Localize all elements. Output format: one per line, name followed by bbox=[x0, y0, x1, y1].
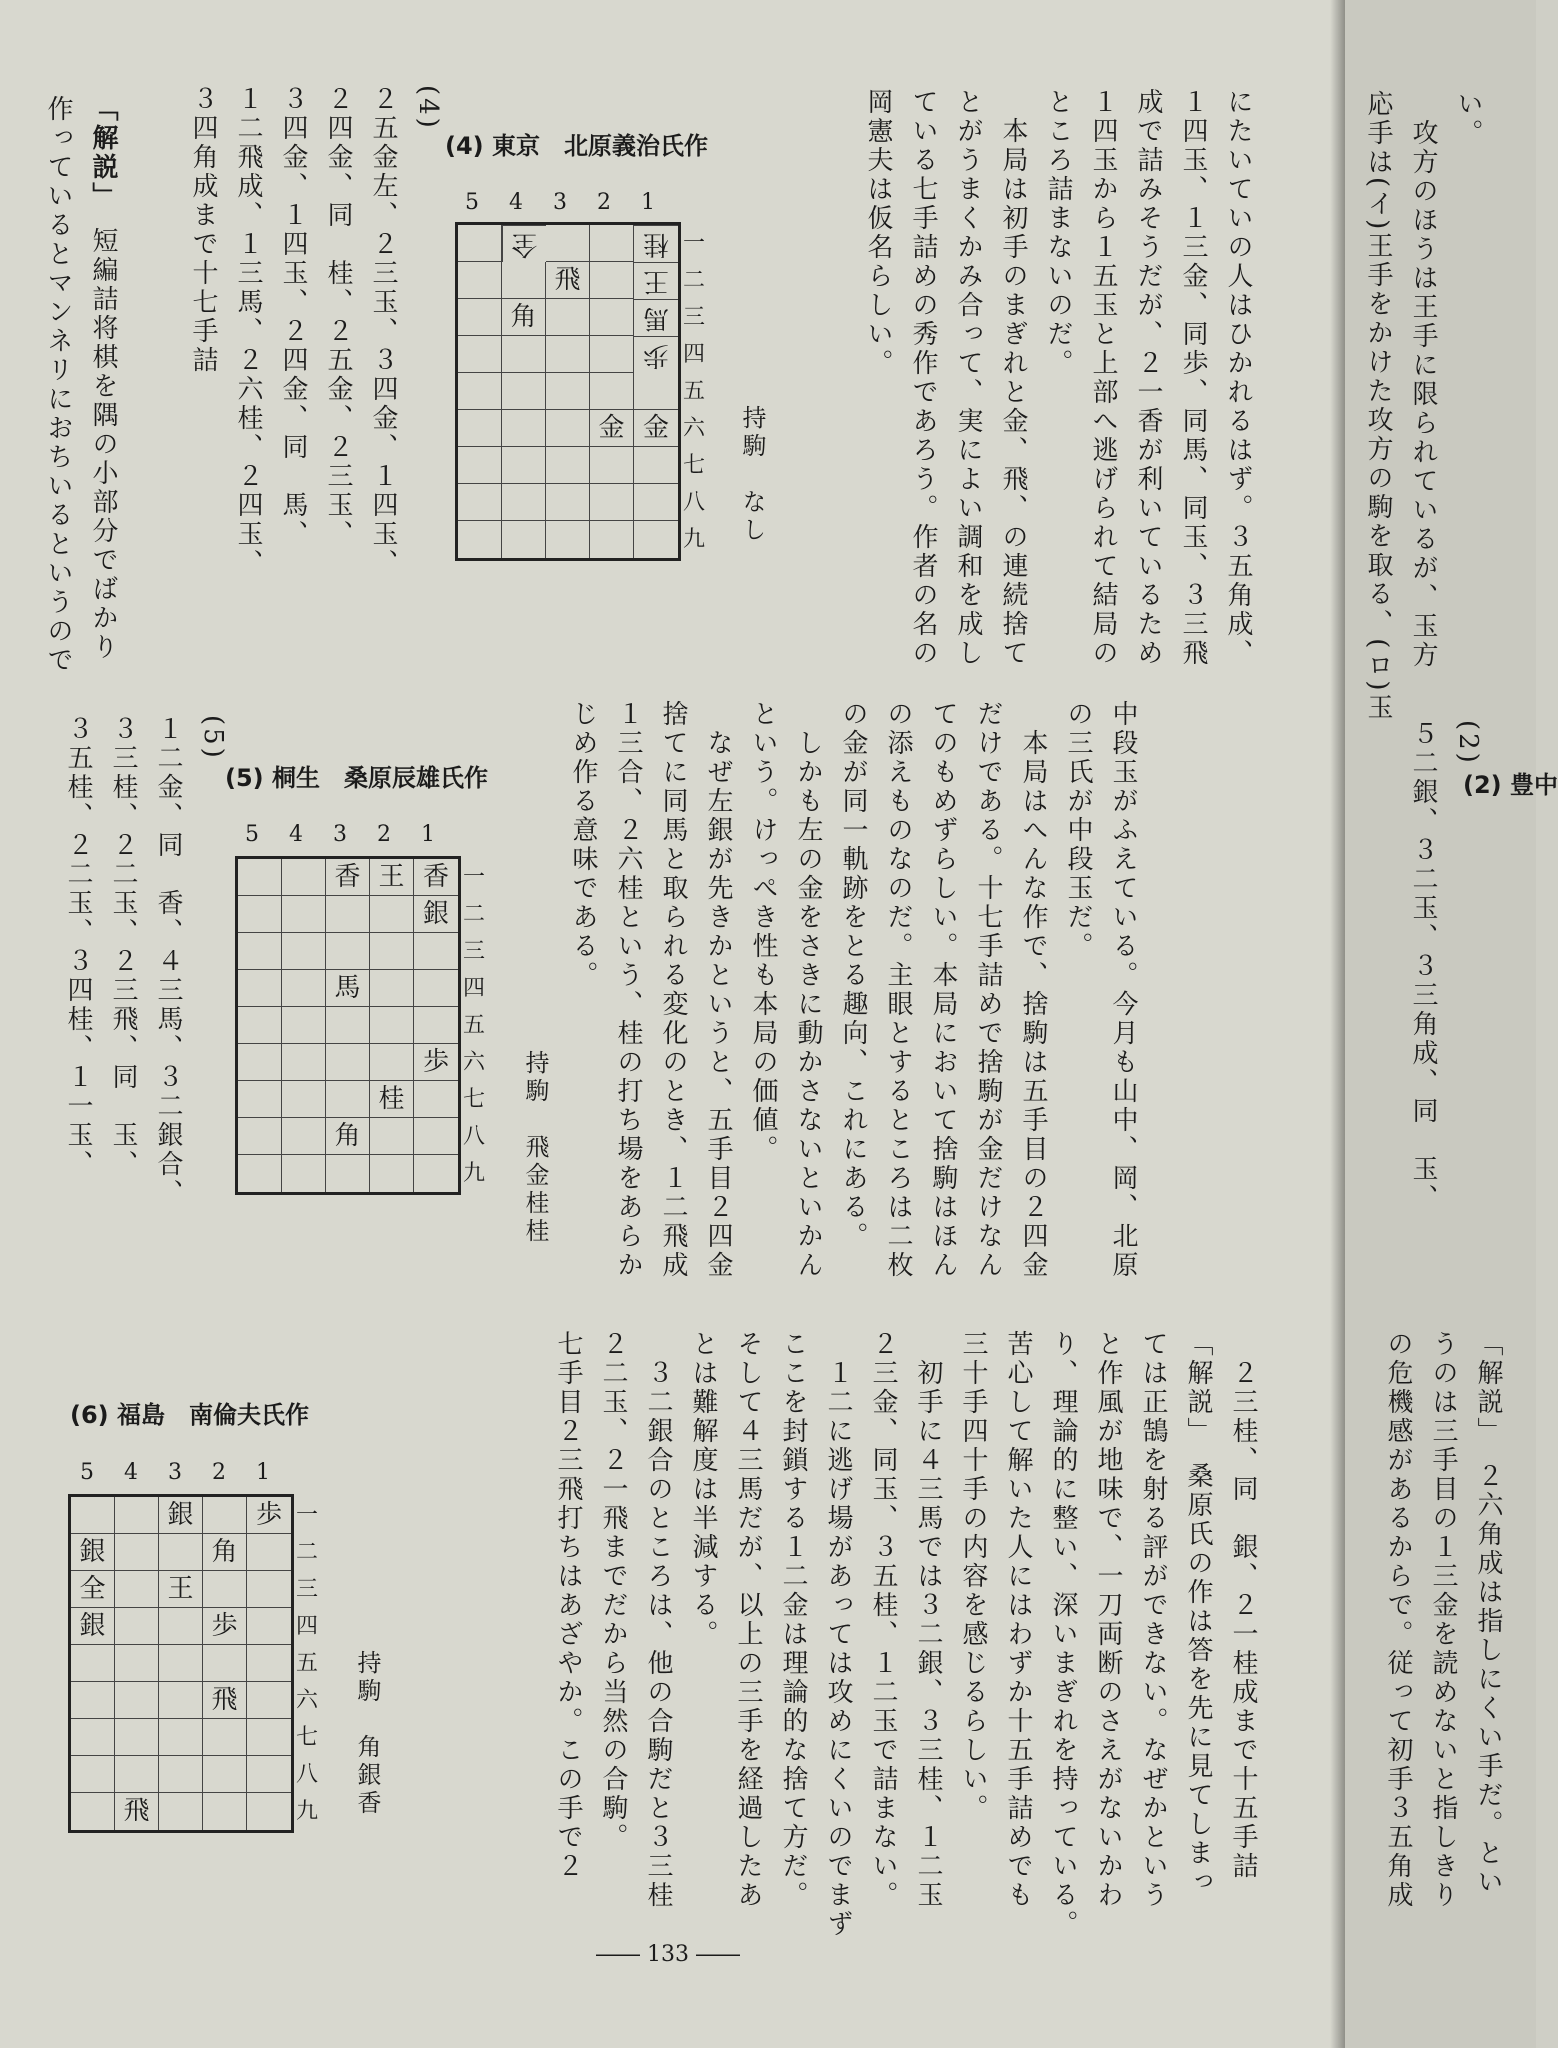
board-5-cell bbox=[282, 896, 326, 933]
board-5-cell bbox=[282, 1007, 326, 1044]
solution-5: (5) １二金、同 香、４三馬、３二銀合、 ３三桂、２二玉、２三飛、同 玉、 ３五桂、２二玉、３四桂、１一玉、 bbox=[63, 715, 228, 1208]
board-5-cell bbox=[282, 1118, 326, 1155]
board-4-cell: 金 bbox=[590, 410, 634, 447]
board-4-cell: 桂 bbox=[634, 225, 678, 262]
board-5-cell bbox=[238, 970, 282, 1007]
board-5-cell: 王 bbox=[370, 859, 414, 896]
rank-number: 八 bbox=[463, 1124, 486, 1149]
board-5-cell bbox=[238, 1118, 282, 1155]
board-4-cell bbox=[590, 521, 634, 558]
text-column-a: にたいていの人はひかれるはず。３五角成、 １四玉、１三金、同歩、同馬、同玉、３三飛 成で詰みそうだが、２一香が利いているため １四玉から１五玉と上部へ逃げられて結局の ところ詰まないのだ。 本局は初手のまぎれと金、飛、の連続捨て とがうまくかみ合って、実によい調和を成し ている七手詰めの秀作であろう。作者の名の 岡憲夫は仮名らしい。 bbox=[863, 88, 1253, 668]
board-6-cell bbox=[71, 1793, 115, 1830]
hand-pieces-6: 角銀香 bbox=[353, 1734, 381, 1818]
board-6-cell bbox=[203, 1497, 247, 1534]
rank-number: 一 bbox=[463, 865, 486, 890]
rank-number: 九 bbox=[683, 527, 706, 552]
text-column-c: ２三桂、同 銀、２一桂成まで十五手詰 「解説」 桑原氏の作は答を先に見てしまっ ては正鵠を射る評ができない。なぜかという と作風が地味で、一刀両断のさえがないかわ り、理論的に整い、深いまぎれを持っている。 苦心して解いた人にはわずか十五手詰めでも 三十手四十手の内容を感じるらしい。 初手に４三馬では３二銀、３三桂、１二玉 ２三金、同玉、３五桂、１二玉で詰まない。 １二に逃げ場があっては攻めにくいのでまず ここを封鎖する１二金は理論的な捨て方だ。 そして４三馬だが、以上の三手を経過したあ とは難解度は半減する。 ３二銀合のところは、他の合駒だと３三桂 ２二玉、２一飛までだから当然の合駒。 七手目２三飛打ちはあざやか。この手で２ bbox=[553, 1330, 1258, 1939]
board-6-cell: 全 bbox=[71, 1571, 115, 1608]
rank-number: 九 bbox=[463, 1161, 486, 1186]
board-6-cell bbox=[115, 1756, 159, 1793]
board-4-cell bbox=[590, 336, 634, 373]
board-4-cell bbox=[590, 484, 634, 521]
rank-number: 五 bbox=[683, 379, 706, 404]
board-6-cell bbox=[159, 1608, 203, 1645]
board-6-cell: 角 bbox=[203, 1534, 247, 1571]
board-5-cell bbox=[238, 1081, 282, 1118]
board-4-file-numbers: 5 4 3 2 1 bbox=[465, 190, 655, 215]
book-page-right-partial bbox=[1345, 0, 1558, 2048]
board-5-cell bbox=[238, 896, 282, 933]
board-5-cell bbox=[282, 1081, 326, 1118]
board-5-cell: 香 bbox=[414, 859, 458, 896]
board-5-cell: 歩 bbox=[414, 1044, 458, 1081]
board-4-cell bbox=[546, 410, 590, 447]
board-6-cell bbox=[115, 1608, 159, 1645]
board-4-cell bbox=[502, 410, 546, 447]
board-6-cell bbox=[159, 1534, 203, 1571]
board-4-cell bbox=[546, 447, 590, 484]
board-5-cell bbox=[414, 970, 458, 1007]
rank-number: 二 bbox=[683, 268, 706, 293]
rank-number: 一 bbox=[683, 231, 706, 256]
kaisetsu-label: 「解説」 bbox=[88, 95, 118, 198]
board-4-cell bbox=[502, 373, 546, 410]
board-4-cell: 飛 bbox=[546, 262, 590, 299]
board-6-cell bbox=[247, 1645, 291, 1682]
board-5-cell bbox=[414, 1081, 458, 1118]
board-4-cell bbox=[458, 262, 502, 299]
board-5-file-numbers: 5 4 3 2 1 bbox=[245, 822, 435, 847]
board-4-cell: 馬 bbox=[634, 299, 678, 336]
rank-number: 七 bbox=[683, 453, 706, 478]
board-6-cell bbox=[203, 1645, 247, 1682]
right-page-problem-title-2: (2) 豊中 bbox=[1463, 771, 1558, 799]
hand-5: 持駒 飛金桂桂 bbox=[521, 1050, 549, 1246]
board-6-cell bbox=[203, 1793, 247, 1830]
board-4-cell bbox=[546, 299, 590, 336]
board-6-cell: 歩 bbox=[203, 1608, 247, 1645]
problem-title-4: (4) 東京 北原義治氏作 bbox=[445, 132, 708, 160]
board-4-cell bbox=[502, 484, 546, 521]
board-5-cell bbox=[282, 933, 326, 970]
board-4-cell bbox=[458, 373, 502, 410]
board-4-cell bbox=[546, 484, 590, 521]
board-5-cell bbox=[238, 859, 282, 896]
rank-number: 五 bbox=[296, 1651, 319, 1676]
board-5-cell bbox=[326, 896, 370, 933]
board-4-cell bbox=[634, 373, 678, 410]
rank-number: 四 bbox=[296, 1614, 319, 1639]
board-6-file-numbers: 5 4 3 2 1 bbox=[80, 1460, 270, 1485]
board-5-cell bbox=[414, 933, 458, 970]
board-4-rank-numbers bbox=[683, 225, 705, 558]
rank-number: 六 bbox=[296, 1688, 319, 1713]
board-4-cell bbox=[546, 336, 590, 373]
board-4-cell bbox=[590, 447, 634, 484]
board-4-cell bbox=[502, 336, 546, 373]
board-4-cell: 金 bbox=[634, 410, 678, 447]
board-5-cell bbox=[326, 1044, 370, 1081]
rank-number: 六 bbox=[683, 416, 706, 441]
text-column-b: 中段玉がふえている。今月も山中、岡、北原 の三氏が中段玉だ。 本局はへんな作で、捨駒は五手目の２四金 だけである。十七手詰めで捨駒が金だけなん てのもめずらしい。本局において捨駒はほん の添えものなのだ。主眼とするところは二枚 の金が同一軌跡をとる趣向、これにある。 しかも左の金をさきに動かさないといかん という。けっぺき性も本局の価値。 なぜ左銀が先きかというと、五手目２四金 捨てに同馬と取られる変化のとき、１二飛成 １三合、２六桂という、桂の打ち場をあらか じめ作る意味である。 bbox=[568, 700, 1138, 1280]
board-4-cell: 王 bbox=[634, 262, 678, 299]
board-6-cell bbox=[203, 1756, 247, 1793]
right-page-kaisetsu: 「解説」 ２六角成は指しにくい手だ。とい うのは三手目の１三金を読めないと指しきり の危機感があるからで。従って初手３五角成 bbox=[1383, 1330, 1503, 1910]
board-5-cell bbox=[238, 1007, 282, 1044]
board-4-cell: 角 bbox=[502, 299, 546, 336]
board-6-cell: 銀 bbox=[159, 1497, 203, 1534]
board-5-cell bbox=[414, 1155, 458, 1192]
board-5-cell: 香 bbox=[326, 859, 370, 896]
rank-number: 一 bbox=[296, 1503, 319, 1528]
rank-number: 四 bbox=[463, 976, 486, 1001]
board-6-cell bbox=[247, 1534, 291, 1571]
board-5-cell bbox=[282, 970, 326, 1007]
board-6-cell bbox=[247, 1756, 291, 1793]
board-6-cell bbox=[247, 1719, 291, 1756]
board-6-cell bbox=[71, 1682, 115, 1719]
board-6-cell bbox=[159, 1719, 203, 1756]
solution-4: (4) ２五金左、２三玉、３四金、１四玉、 ２四金、同 桂、２五金、２三玉、 ３四金、１四玉、２四金、同 馬、 １二飛成、１三馬、２六桂、２四玉、 ３四角成まで十七手詰 bbox=[188, 85, 443, 578]
board-6-cell bbox=[247, 1682, 291, 1719]
board-6-cell: 銀 bbox=[71, 1534, 115, 1571]
board-4-cell bbox=[590, 225, 634, 262]
rank-number: 三 bbox=[683, 305, 706, 330]
board-6-cell bbox=[115, 1719, 159, 1756]
board-6-cell bbox=[159, 1756, 203, 1793]
board-4-cell bbox=[502, 521, 546, 558]
board-6-cell: 歩 bbox=[247, 1497, 291, 1534]
board-4-cell bbox=[634, 484, 678, 521]
shogi-board-4 bbox=[455, 222, 681, 561]
board-6-cell bbox=[203, 1719, 247, 1756]
board-4-cell bbox=[634, 521, 678, 558]
hand-pieces-5: 飛金桂桂 bbox=[521, 1134, 549, 1246]
board-5-cell bbox=[370, 1044, 414, 1081]
board-5-cell bbox=[326, 933, 370, 970]
shogi-board-6 bbox=[68, 1494, 294, 1833]
board-5-cell bbox=[238, 1155, 282, 1192]
board-5-cell bbox=[282, 859, 326, 896]
board-5-rank-numbers bbox=[463, 859, 485, 1192]
rank-number: 七 bbox=[296, 1725, 319, 1750]
board-4-cell bbox=[458, 484, 502, 521]
board-6-cell bbox=[115, 1534, 159, 1571]
board-5-cell: 桂 bbox=[370, 1081, 414, 1118]
board-6-cell: 飛 bbox=[203, 1682, 247, 1719]
board-6-cell: 飛 bbox=[115, 1793, 159, 1830]
board-6-cell bbox=[159, 1645, 203, 1682]
board-4-cell bbox=[458, 447, 502, 484]
board-6-rank-numbers bbox=[296, 1497, 318, 1830]
hand-pieces-4: なし bbox=[738, 489, 766, 545]
rank-number: 八 bbox=[683, 490, 706, 515]
board-6-cell bbox=[247, 1608, 291, 1645]
rank-number: 九 bbox=[296, 1799, 319, 1824]
rank-number: 三 bbox=[463, 939, 486, 964]
board-4-cell bbox=[458, 521, 502, 558]
board-5-cell bbox=[370, 1118, 414, 1155]
board-5-cell: 馬 bbox=[326, 970, 370, 1007]
rank-number: 七 bbox=[463, 1087, 486, 1112]
board-4-cell bbox=[546, 521, 590, 558]
right-page-solution-2: (2) ５二銀、３二玉、３三角成、同 玉、 bbox=[1408, 720, 1483, 1213]
board-4-cell bbox=[502, 447, 546, 484]
board-5-cell bbox=[414, 1118, 458, 1155]
hand-6: 持駒 角銀香 bbox=[353, 1650, 381, 1818]
board-5-cell bbox=[326, 1081, 370, 1118]
board-4-cell bbox=[590, 299, 634, 336]
board-5-cell bbox=[282, 1044, 326, 1081]
board-4-cell: 歩 bbox=[634, 336, 678, 373]
board-6-cell bbox=[247, 1793, 291, 1830]
board-5-cell bbox=[370, 933, 414, 970]
board-6-cell bbox=[115, 1571, 159, 1608]
board-5-cell: 銀 bbox=[414, 896, 458, 933]
board-4-cell bbox=[458, 225, 502, 262]
board-4-cell bbox=[634, 447, 678, 484]
right-page-top-text: い。 攻方のほうは王手に限られているが、玉方 応手は(イ)王手をかけた攻方の駒を取る、(ロ)玉 bbox=[1363, 90, 1483, 723]
board-6-cell bbox=[203, 1571, 247, 1608]
board-5-cell bbox=[370, 1155, 414, 1192]
hand-4 bbox=[735, 405, 770, 545]
board-5-cell bbox=[370, 896, 414, 933]
board-6-cell bbox=[159, 1793, 203, 1830]
hand-label: 持駒 bbox=[738, 405, 766, 461]
problem-title-5: (5) 桐生 桑原辰雄氏作 bbox=[225, 764, 488, 792]
rank-number: 二 bbox=[296, 1540, 319, 1565]
board-5-cell bbox=[370, 1007, 414, 1044]
rank-number: 二 bbox=[463, 902, 486, 927]
rank-number: 三 bbox=[296, 1577, 319, 1602]
board-4-cell bbox=[458, 410, 502, 447]
board-6-cell bbox=[115, 1645, 159, 1682]
board-4-cell bbox=[502, 262, 546, 299]
board-6-cell bbox=[71, 1497, 115, 1534]
board-4-cell bbox=[590, 262, 634, 299]
board-6-cell bbox=[115, 1682, 159, 1719]
board-4-cell bbox=[546, 373, 590, 410]
kaisetsu-left: 「解説」 短編詰将棋を隅の小部分でばかり 作っているとマンネリにおちいるというので bbox=[43, 95, 118, 675]
board-5-cell: 角 bbox=[326, 1118, 370, 1155]
board-5-cell bbox=[282, 1155, 326, 1192]
board-6-cell: 銀 bbox=[71, 1608, 115, 1645]
board-6-cell bbox=[71, 1719, 115, 1756]
board-6-cell bbox=[159, 1682, 203, 1719]
board-4-cell bbox=[546, 225, 590, 262]
board-4-cell bbox=[590, 373, 634, 410]
board-4-cell bbox=[458, 336, 502, 373]
board-4-cell bbox=[458, 299, 502, 336]
shogi-board-5 bbox=[235, 856, 461, 1195]
board-4-cell: 全 bbox=[502, 225, 546, 262]
board-6-cell bbox=[247, 1571, 291, 1608]
rank-number: 五 bbox=[463, 1013, 486, 1038]
board-6-cell: 王 bbox=[159, 1571, 203, 1608]
page-number: ―― 133 ―― bbox=[596, 1942, 740, 1967]
board-5-cell bbox=[238, 933, 282, 970]
board-5-cell bbox=[370, 970, 414, 1007]
rank-number: 六 bbox=[463, 1050, 486, 1075]
board-5-cell bbox=[326, 1155, 370, 1192]
board-6-cell bbox=[71, 1645, 115, 1682]
board-6-cell bbox=[71, 1756, 115, 1793]
board-5-cell bbox=[414, 1007, 458, 1044]
board-5-cell bbox=[326, 1007, 370, 1044]
board-5-cell bbox=[238, 1044, 282, 1081]
rank-number: 八 bbox=[296, 1762, 319, 1787]
problem-title-6: (6) 福島 南倫夫氏作 bbox=[70, 1401, 309, 1429]
rank-number: 四 bbox=[683, 342, 706, 367]
board-6-cell bbox=[115, 1497, 159, 1534]
